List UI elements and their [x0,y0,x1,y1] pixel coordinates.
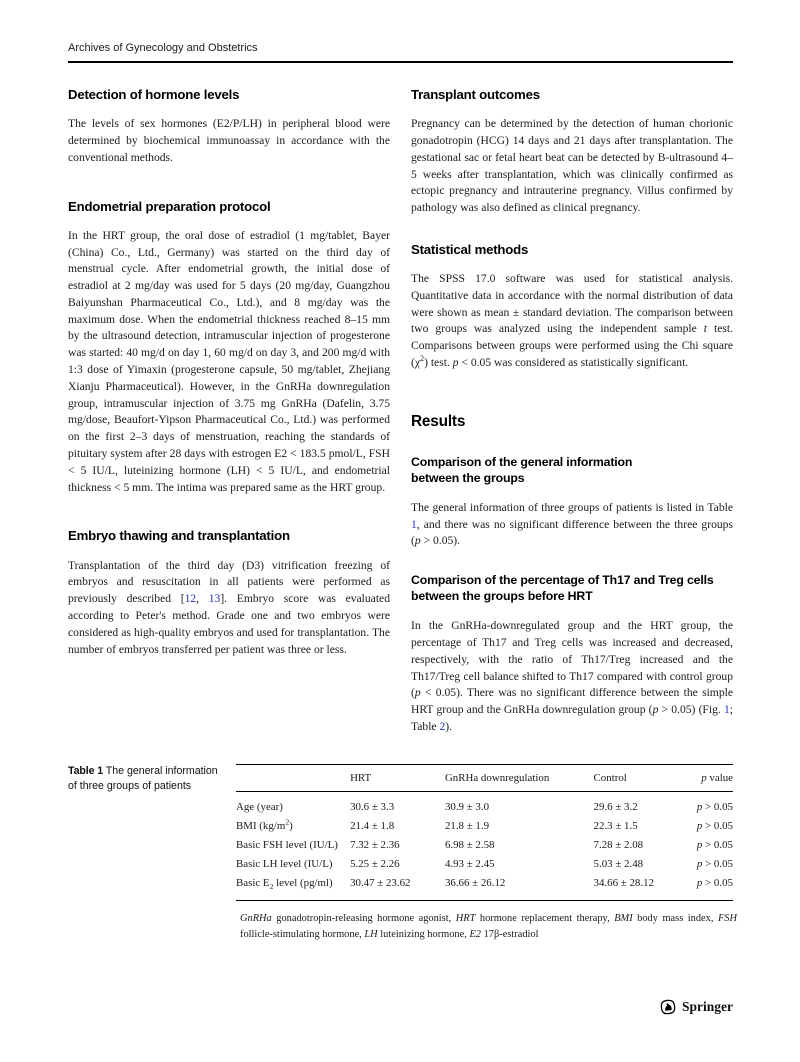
text-segment: 2 [420,354,425,364]
text-segment: GnRHa [240,912,272,924]
table-cell [445,816,594,835]
table-column-header [350,764,445,791]
text-segment: 2 [269,882,274,892]
text-segment: ). [445,720,453,733]
text-segment: Basic LH level (IU/L) [236,858,333,871]
citation-link[interactable]: 1 [411,517,417,531]
text-segment: follicle-stimulating hormone, [240,928,365,940]
section-title-embryo-thawing: Embryo thawing and transplantation [68,528,290,544]
text-segment: 29.6 ± 3.2 [593,800,638,813]
two-column-body [68,86,733,736]
text-segment: p [696,858,703,871]
springer-knight-icon [659,998,677,1016]
text-segment: p [414,534,421,548]
text-segment: luteinizing hormone, [377,928,470,940]
paragraph-general-information [411,500,733,550]
text-segment: p [414,686,421,700]
section-title-results: Results [411,412,466,430]
text-segment: BMI [614,912,633,924]
text-segment: 5.03 ± 2.48 [593,858,644,871]
text-segment: The general information of three groups of patients [68,764,218,793]
text-segment: 7.32 ± 2.36 [350,839,400,852]
text-segment: > 0.05 [702,819,733,832]
text-segment: > 0.05 [702,877,733,890]
header-rule [68,61,733,63]
text-segment: value [706,771,733,784]
table1-footnote [240,911,737,943]
table1-wrap [236,764,733,901]
paragraph-th17-treg [411,618,733,736]
text-segment: The general information of three groups of patients is listed in Table [411,500,733,514]
section-title-transplant-outcomes: Transplant outcomes [411,87,540,102]
row-label [236,836,350,855]
right-column [411,86,733,736]
text-segment: Control [593,771,627,784]
table-cell [594,816,684,835]
paragraph-embryo-thawing [68,558,390,659]
table-cell [350,791,445,816]
paragraph-transplant-outcomes [411,116,733,217]
table-cell [445,855,594,874]
table-column-header [445,764,594,791]
text-segment: Age (year) [236,800,283,813]
text-segment: In the HRT group, the oral dose of estradiol (1 mg/tablet, Bayer (China) Co., Ltd., Germany) was started on the third day of menstrual cycle. After endometrial growth, the initial dose of estradiol at 2 mg/day was used for 5 days (20 mg/day, Guangzhou Baiyunshan Pharmaceutical Co., Ltd.), and 8 mg/day was the maximum dose. When the endometrial thickness reached 8–15 mm by the ultrasound detection, intramuscular injection of progesterone was started: 40 mg/d on day 1, 60 mg/d on day 3, and 200 mg/d with 1:3 dose of Yimaxin (progesterone capsule, 50 mg/tablet, Zhejiang Xianju Pharmaceutical). However, in the GnRHa downregulation group, intramuscular injection of 3.75 mg GnRHa (Dafelin, 3.75 mg/dose, Beaufort-Yipson Pharmaceutical Co., Ltd.) was performed on the first 2–3 days of menstruation, reaching the standards of pituitary system after 28 days with estrogen E2 < 183.5 pmol/L, FSH < 5 IU/L, luteinizing hormone (LH) < 5 IU/L, and endometrial thickness < 5 mm. The intima was prepared same as the HRT group. [68,228,390,494]
row-label [236,791,350,816]
table-cell [594,791,684,816]
table-column-header [684,764,733,791]
paragraph-hormone-detection [68,116,390,166]
text-segment: 34.66 ± 28.12 [593,877,654,890]
text-segment: p [696,800,703,813]
table-row [236,836,733,855]
paragraph-endometrial-protocol [68,228,390,497]
table-cell [350,855,445,874]
text-segment: 21.4 ± 1.8 [350,819,395,832]
text-segment: body mass index, [632,912,718,924]
text-segment: The levels of sex hormones (E2/P/LH) in peripheral blood were determined by biochemical immunoassay in accordance with the conventional methods. [68,117,390,164]
text-segment: p [652,703,659,717]
text-segment: ; Table [411,703,734,733]
text-segment: Transplantation of the third day (D3) vitrification freezing of embryos and resuscitation in all patients were performed as previously described [ [68,558,390,606]
table-row [236,816,733,835]
text-segment: 30.9 ± 3.0 [444,800,490,813]
text-segment: > 0.05 [702,839,733,852]
journal-name: Archives of Gynecology and Obstetrics [68,42,258,54]
table-cell [350,836,445,855]
text-segment: level (pg/ml) [273,877,333,890]
table-header-row [236,764,733,791]
text-segment: 36.66 ± 26.12 [444,877,506,890]
text-segment: t [703,322,708,336]
table-cell [445,836,594,855]
text-segment: ]. Embryo score was evaluated according to Peter's method. Grade one and two embryos were considered as high-quality embryos and used for transplantation. The number of embryos transferred per patient was three or less. [68,592,390,656]
text-segment: p [696,839,703,852]
text-segment: Basic E [236,877,270,890]
text-segment: The SPSS 17.0 software was used for statistical analysis. Quantitative data in accordance with the normal distribution of data were shown as mean ± standard deviation. The comparison between two groups was analyzed using the independent sample [411,272,733,336]
text-segment: 22.3 ± 1.5 [593,819,638,832]
text-segment: hormone replacement therapy, [475,912,615,924]
subsection-title-th17-treg: Comparison of the percentage of Th17 and Treg cells between the groups before HRT [411,573,714,604]
text-segment: < 0.05 was considered as statistically significant. [458,356,689,370]
table-cell [445,874,594,900]
table-cell [350,816,445,835]
table-cell [350,874,445,900]
row-label [236,816,350,835]
text-segment: LH [364,928,378,940]
text-segment: , and there was no significant difference between the three groups ( [411,517,733,548]
text-segment: FSH [717,912,737,924]
table-cell [684,816,733,835]
publisher-name: Springer [681,999,733,1014]
text-segment: ) test. [424,356,453,370]
text-segment: HRT [350,771,372,784]
text-segment: BMI (kg/m [236,819,286,832]
table-cell [594,855,684,874]
text-segment: HRT [455,912,476,924]
subsection-title-general-information: Comparison of the general information between the groups [411,454,633,485]
left-column [68,86,390,736]
text-segment: p [701,771,707,784]
text-segment: 30.6 ± 3.3 [350,800,395,813]
section-title-endometrial-preparation: Endometrial preparation protocol [68,198,271,214]
text-segment: p [696,819,703,832]
row-label [236,874,350,900]
citation-link[interactable]: 2 [439,720,446,733]
text-segment: > 0.05). [420,534,461,548]
table-cell [684,874,733,900]
table-cell [594,874,684,900]
text-segment: > 0.05 [702,800,733,813]
text-segment: 7.28 ± 2.08 [593,839,644,852]
text-segment: ) [289,819,293,832]
table-column-header [236,764,350,791]
text-segment: < 0.05). There was no significant difference between the simple HRT group and the GnRHa downregulation group ( [411,686,733,717]
text-segment: GnRHa downregulation [444,771,550,784]
text-segment: In the GnRHa-downregulated group and the HRT group, the percentage of Th17 and Treg cells was increased and decreased, respectively, with the ratio of Th17/Treg increased and the Th17/Treg cell balance shifted to Th17 compared with control group ( [411,619,733,700]
paragraph-statistical-methods [411,271,733,372]
citation-link[interactable]: 13 [208,592,221,606]
text-segment: , [196,592,209,606]
table-cell [684,855,733,874]
table-row [236,874,733,900]
text-segment: 21.8 ± 1.9 [444,819,490,832]
citation-link[interactable]: 1 [723,703,730,717]
text-segment: Pregnancy can be determined by the detection of human chorionic gonadotropin (HCG) 14 days and 21 days after transplantation. The gestational sac or fetal heart beat can be detected by B-ultrasound 4–5 weeks after transplantation, which was clinically confirmed as ectopic pregnancy and intrauterine pregnancy. Villus confirmed by pathology was also defined as clinical pregnancy. [411,117,733,215]
text-segment: > 0.05 [702,858,733,871]
table1-caption [68,764,224,901]
table-row [236,855,733,874]
text-segment: 6.98 ± 2.58 [444,839,495,852]
text-segment: Basic FSH level (IU/L) [236,839,338,852]
text-segment: E2 [469,928,481,940]
section-title-detection-of-hormone-levels: Detection of hormone levels [68,87,240,102]
text-segment: 2 [285,817,290,827]
text-segment: p [696,877,703,890]
table1-block [68,764,733,901]
text-segment: gonadotropin-releasing hormone agonist, [271,912,456,924]
text-segment: 5.25 ± 2.26 [350,858,400,871]
text-segment: Table 1 [68,764,104,777]
text-segment: > 0.05) (Fig. [658,703,724,717]
text-segment: 30.47 ± 23.62 [350,877,411,890]
text-segment: test. Comparisons between groups were performed using the Chi square (χ [411,322,733,370]
table-column-header [594,764,684,791]
table-row [236,791,733,816]
publisher-logo [659,998,733,1016]
table-cell [684,791,733,816]
text-segment: 17β-estradiol [480,928,539,940]
text-segment: 4.93 ± 2.45 [444,858,495,871]
table-cell [445,791,594,816]
text-segment: p [452,356,459,370]
section-title-statistical-methods: Statistical methods [411,241,529,257]
table-cell [684,836,733,855]
citation-link[interactable]: 12 [184,592,197,606]
table-cell [594,836,684,855]
row-label [236,855,350,874]
table1 [236,764,733,901]
